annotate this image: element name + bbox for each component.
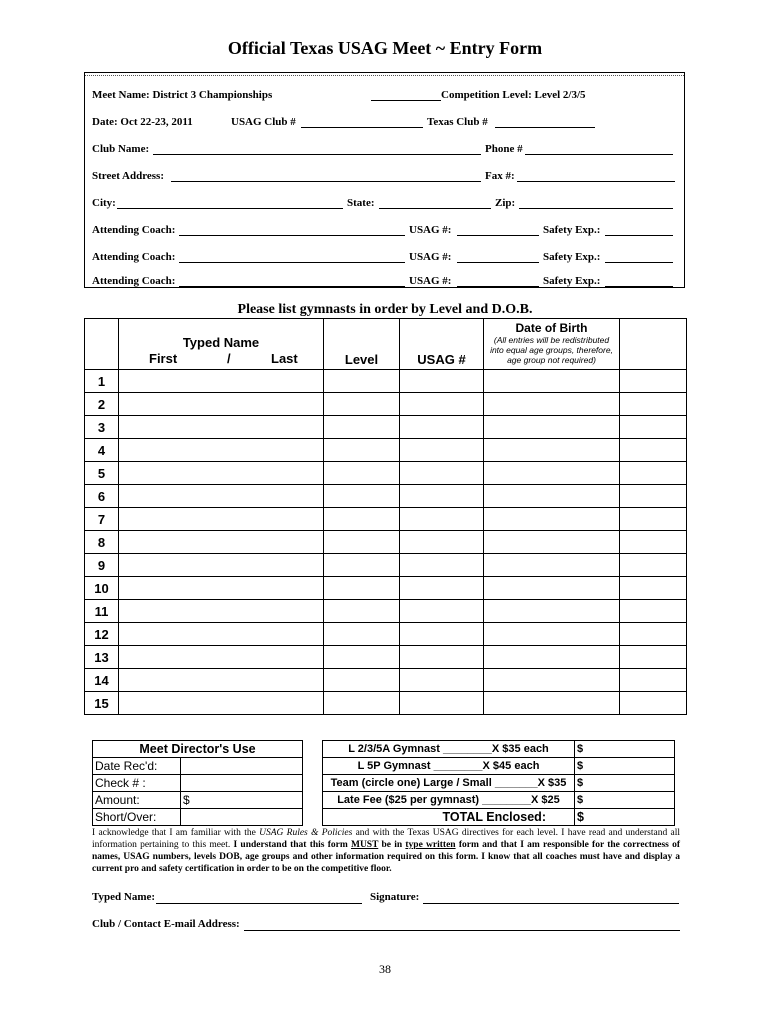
coach-2-label: Attending Coach: (92, 251, 176, 263)
name-slash: / (227, 351, 231, 366)
level-cell[interactable] (324, 577, 400, 600)
table-row (85, 692, 687, 715)
typed-name-label: Typed Name: (92, 891, 156, 903)
extra-cell[interactable] (620, 600, 687, 623)
extra-cell[interactable] (620, 416, 687, 439)
gymnast-name-cell[interactable] (119, 577, 324, 600)
table-row (85, 416, 687, 439)
coach-1-field[interactable] (179, 235, 405, 236)
dob-cell[interactable] (484, 669, 620, 692)
table-row (85, 577, 687, 600)
table-row (85, 370, 687, 393)
email-label: Club / Contact E-mail Address: (92, 918, 240, 930)
form-title: Official Texas USAG Meet ~ Entry Form (227, 38, 543, 58)
zip-label: Zip: (495, 197, 516, 209)
check-label: Check # : (93, 775, 181, 792)
coach-3-safety-field[interactable] (605, 286, 673, 287)
extra-cell[interactable] (620, 623, 687, 646)
level-cell[interactable] (324, 485, 400, 508)
coach-1-safety-label: Safety Exp.: (543, 224, 601, 236)
usag-cell[interactable] (400, 669, 484, 692)
row-number: 12 (85, 623, 119, 646)
table-row (85, 462, 687, 485)
total-enclosed-label: TOTAL Enclosed: (323, 809, 575, 826)
page-number: 38 (379, 962, 391, 976)
extra-cell[interactable] (620, 577, 687, 600)
row-number: 6 (85, 485, 119, 508)
first-name-heading: First (149, 351, 178, 366)
date-recd-label: Date Rec'd: (93, 758, 181, 775)
gymnast-name-cell[interactable] (119, 439, 324, 462)
coach-2-safety-field[interactable] (605, 262, 673, 263)
usag-cell[interactable] (400, 577, 484, 600)
name-header (119, 319, 324, 370)
fee-row-team: Team (circle one) Large / Small _______X $35 (323, 775, 575, 792)
gymnast-table (84, 318, 687, 715)
competition-level-label: Competition Level: Level 2/3/5 (441, 89, 586, 101)
ack-bold-3: form and that I am responsible for the correctness of names, USAG numbers, levels DOB, age groups and other information required on this form. I know that all coaches must have and display a current pro and safety certification in order to be on the competitive floor. (92, 840, 680, 874)
ack-bold-2: be in (378, 840, 406, 850)
dob-cell[interactable] (484, 531, 620, 554)
gymnast-name-cell[interactable] (119, 370, 324, 393)
club-name-label: Club Name: (92, 143, 150, 155)
gymnast-name-cell[interactable] (119, 508, 324, 531)
dob-cell[interactable] (484, 462, 620, 485)
date-recd-field[interactable] (181, 758, 303, 775)
usag-cell[interactable] (400, 462, 484, 485)
gymnast-name-cell[interactable] (119, 646, 324, 669)
short-over-field[interactable] (181, 809, 303, 826)
dob-cell[interactable] (484, 623, 620, 646)
dob-cell[interactable] (484, 508, 620, 531)
level-cell[interactable] (324, 554, 400, 577)
ack-must: MUST (350, 840, 379, 850)
row-number: 14 (85, 669, 119, 692)
acknowledgement-text (92, 827, 680, 875)
usag-club-label: USAG Club # (231, 116, 296, 128)
table-row (85, 646, 687, 669)
table-row (85, 531, 687, 554)
phone-label: Phone # (485, 143, 523, 155)
total-enclosed-amount[interactable]: $ (575, 809, 675, 826)
dob-cell[interactable] (484, 485, 620, 508)
number-header (85, 319, 119, 370)
ack-type-written: type written (405, 840, 456, 850)
extra-cell[interactable] (620, 669, 687, 692)
short-over-label: Short/Over: (93, 809, 181, 826)
coach-1-safety-field[interactable] (605, 235, 673, 236)
coach-3-usag-field[interactable] (457, 286, 539, 287)
table-row (85, 554, 687, 577)
coach-3-field[interactable] (179, 286, 405, 287)
coach-2-usag-label: USAG #: (409, 251, 452, 263)
ack-part-2: and with the Texas USAG directives for each level. I have read and understand all information pertaining to this meet. (92, 828, 681, 850)
amount-field[interactable]: $ (181, 792, 303, 809)
level-cell[interactable] (324, 600, 400, 623)
usag-cell[interactable] (400, 646, 484, 669)
city-label: City: (92, 197, 116, 209)
fee-row-late-amount[interactable]: $ (575, 792, 675, 809)
coach-1-usag-label: USAG #: (409, 224, 452, 236)
club-name-field[interactable] (153, 154, 481, 155)
table-row (85, 485, 687, 508)
fee-table (322, 740, 675, 826)
fee-row-team-amount[interactable]: $ (575, 775, 675, 792)
last-name-heading: Last (271, 351, 298, 366)
city-field[interactable] (117, 208, 343, 209)
meet-name-label: Meet Name: District 3 Championships (92, 89, 273, 101)
email-field[interactable] (244, 930, 680, 931)
table-row (85, 439, 687, 462)
usag-cell[interactable] (400, 416, 484, 439)
gymnast-name-cell[interactable] (119, 485, 324, 508)
table-row (85, 623, 687, 646)
table-row (85, 393, 687, 416)
row-number: 15 (85, 692, 119, 715)
usag-header: USAG # (400, 319, 484, 370)
gymnast-name-cell[interactable] (119, 692, 324, 715)
row-number: 4 (85, 439, 119, 462)
ack-bold-1: I understand that this form (233, 840, 351, 850)
dob-cell[interactable] (484, 577, 620, 600)
gymnast-name-cell[interactable] (119, 669, 324, 692)
extra-cell[interactable] (620, 370, 687, 393)
competition-level-line[interactable] (371, 100, 441, 101)
level-cell[interactable] (324, 393, 400, 416)
dob-title: Date of Birth (515, 321, 588, 335)
dob-cell[interactable] (484, 600, 620, 623)
fee-row-level-235a-amount[interactable]: $ (575, 741, 675, 758)
amount-label: Amount: (93, 792, 181, 809)
dob-cell[interactable] (484, 439, 620, 462)
fee-row-level-5p: L 5P Gymnast ________X $45 each (323, 758, 575, 775)
coach-3-usag-label: USAG #: (409, 275, 452, 287)
coach-3-label: Attending Coach: (92, 275, 176, 287)
gymnast-name-cell[interactable] (119, 416, 324, 439)
row-number: 7 (85, 508, 119, 531)
row-number: 8 (85, 531, 119, 554)
level-cell[interactable] (324, 669, 400, 692)
ack-rules-title: USAG Rules & Policies (259, 828, 353, 838)
dob-cell[interactable] (484, 416, 620, 439)
zip-field[interactable] (519, 208, 673, 209)
level-cell[interactable] (324, 508, 400, 531)
dob-header (484, 319, 620, 370)
extra-cell[interactable] (620, 508, 687, 531)
extra-cell[interactable] (620, 485, 687, 508)
extra-cell[interactable] (620, 646, 687, 669)
street-address-label: Street Address: (92, 170, 165, 182)
coach-2-usag-field[interactable] (457, 262, 539, 263)
fee-row-level-235a: L 2/3/5A Gymnast ________X $35 each (323, 741, 575, 758)
date-label: Date: Oct 22-23, 2011 (92, 116, 193, 128)
signature-label: Signature: (370, 891, 420, 903)
gymnast-name-cell[interactable] (119, 554, 324, 577)
level-cell[interactable] (324, 692, 400, 715)
meet-director-table (92, 740, 303, 826)
table-row (85, 669, 687, 692)
gymnast-instruction: Please list gymnasts in order by Level and D.O.B. (237, 302, 533, 317)
level-cell[interactable] (324, 416, 400, 439)
usag-cell[interactable] (400, 600, 484, 623)
gymnast-name-cell[interactable] (119, 623, 324, 646)
gymnast-name-cell[interactable] (119, 393, 324, 416)
meet-director-header: Meet Director's Use (93, 741, 303, 758)
usag-club-field[interactable] (301, 127, 423, 128)
usag-cell[interactable] (400, 485, 484, 508)
extra-cell[interactable] (620, 393, 687, 416)
level-cell[interactable] (324, 531, 400, 554)
level-cell[interactable] (324, 623, 400, 646)
gymnast-name-cell[interactable] (119, 462, 324, 485)
state-field[interactable] (379, 208, 491, 209)
dob-cell[interactable] (484, 393, 620, 416)
usag-cell[interactable] (400, 623, 484, 646)
row-number: 9 (85, 554, 119, 577)
signature-field[interactable] (423, 903, 679, 904)
usag-cell[interactable] (400, 370, 484, 393)
coach-3-safety-label: Safety Exp.: (543, 275, 601, 287)
typed-name-heading: Typed Name (182, 335, 260, 350)
fax-label: Fax #: (485, 170, 515, 182)
usag-cell[interactable] (400, 554, 484, 577)
dob-note: (All entries will be redistributed into equal age groups, therefore, age group not required) (490, 335, 613, 365)
row-number: 13 (85, 646, 119, 669)
row-number: 2 (85, 393, 119, 416)
typed-name-field[interactable] (156, 903, 362, 904)
level-cell[interactable] (324, 439, 400, 462)
fee-row-level-5p-amount[interactable]: $ (575, 758, 675, 775)
dob-cell[interactable] (484, 370, 620, 393)
row-number: 1 (85, 370, 119, 393)
usag-cell[interactable] (400, 692, 484, 715)
row-number: 3 (85, 416, 119, 439)
row-number: 11 (85, 600, 119, 623)
state-label: State: (347, 197, 375, 209)
level-header: Level (324, 319, 400, 370)
coach-2-field[interactable] (179, 262, 405, 263)
level-cell[interactable] (324, 370, 400, 393)
coach-1-label: Attending Coach: (92, 224, 176, 236)
coach-1-usag-field[interactable] (457, 235, 539, 236)
street-address-field[interactable] (171, 181, 481, 182)
usag-cell[interactable] (400, 508, 484, 531)
meet-info-box (84, 72, 685, 288)
row-number: 10 (85, 577, 119, 600)
texas-club-field[interactable] (495, 127, 595, 128)
table-row (85, 508, 687, 531)
fax-field[interactable] (517, 181, 675, 182)
extra-cell[interactable] (620, 692, 687, 715)
table-row (85, 600, 687, 623)
dob-cell[interactable] (484, 646, 620, 669)
usag-cell[interactable] (400, 531, 484, 554)
extra-cell[interactable] (620, 554, 687, 577)
dob-cell[interactable] (484, 554, 620, 577)
extra-cell[interactable] (620, 462, 687, 485)
ack-part-1: I acknowledge that I am familiar with the (92, 828, 260, 838)
usag-cell[interactable] (400, 393, 484, 416)
extra-cell[interactable] (620, 531, 687, 554)
fee-row-late: Late Fee ($25 per gymnast) ________X $25 (323, 792, 575, 809)
gymnast-name-cell[interactable] (119, 600, 324, 623)
usag-cell[interactable] (400, 439, 484, 462)
level-cell[interactable] (324, 462, 400, 485)
row-number: 5 (85, 462, 119, 485)
phone-field[interactable] (525, 154, 673, 155)
extra-header (620, 319, 687, 370)
extra-cell[interactable] (620, 439, 687, 462)
dob-cell[interactable] (484, 692, 620, 715)
check-field[interactable] (181, 775, 303, 792)
level-cell[interactable] (324, 646, 400, 669)
coach-2-safety-label: Safety Exp.: (543, 251, 601, 263)
gymnast-name-cell[interactable] (119, 531, 324, 554)
texas-club-label: Texas Club # (427, 116, 488, 128)
